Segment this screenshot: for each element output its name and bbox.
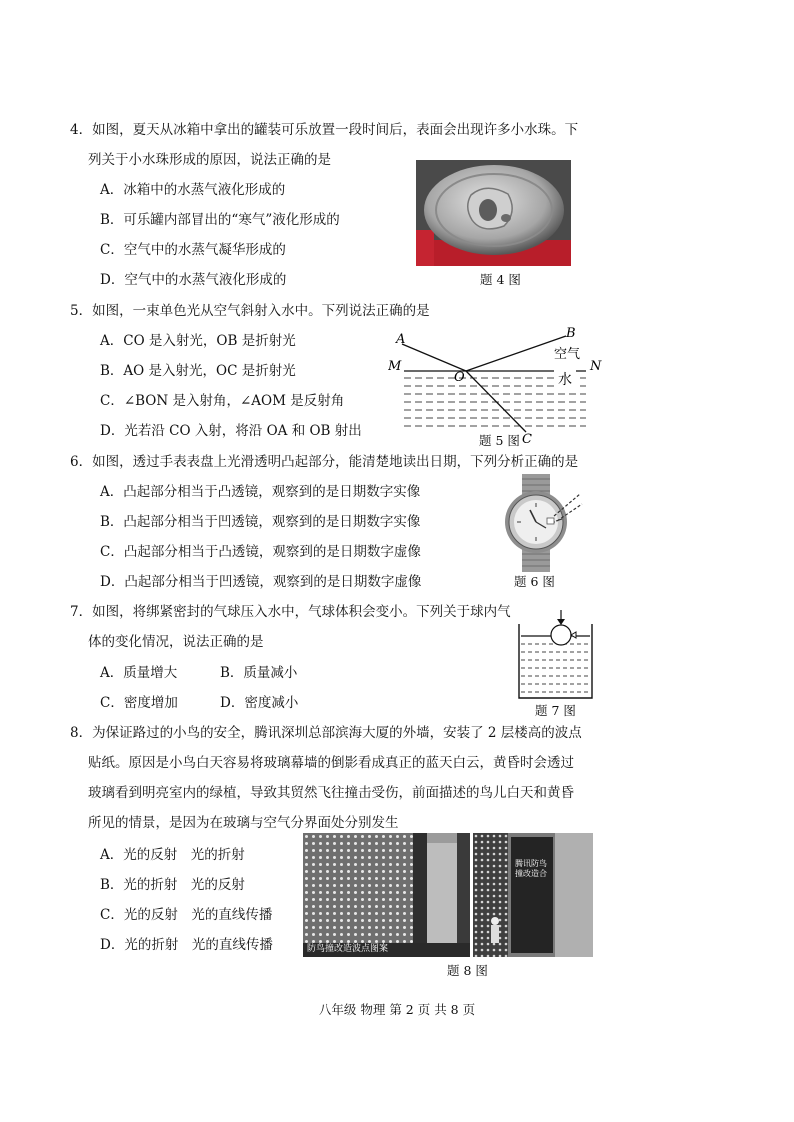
q6-option-b: B．凸起部分相当于凹透镜，观察到的是日期数字实像 [100, 514, 421, 530]
q4-stem-line1: 4．如图，夏天从冰箱中拿出的罐装可乐放置一段时间后，表面会出现许多小水珠。下 [70, 122, 579, 138]
q8-photo-left [303, 833, 470, 957]
q7-stem-line1: 7．如图，将绑紧密封的气球压入水中，气球体积会变小。下列关于球内气 [70, 604, 511, 620]
q5-refraction-diagram [388, 325, 603, 445]
q5-option-b: B．AO 是入射光，OC 是折射光 [100, 363, 296, 379]
q7-option-b: B．质量减小 [220, 665, 298, 681]
page-footer: 八年级 物理 第 2 页 共 8 页 [318, 1002, 476, 1017]
q8-photo-right [473, 833, 593, 957]
q4-option-c: C．空气中的水蒸气凝华形成的 [100, 242, 286, 258]
q4-caption: 题 4 图 [480, 272, 521, 287]
q8-photo-sign: 腾讯防鸟撞改造合 [515, 859, 547, 878]
q4-can-photo [416, 160, 571, 266]
q5-label-air: 空气 [554, 347, 581, 362]
q5-label-n: N [590, 359, 602, 374]
q5-label-c: C [522, 432, 532, 445]
q6-stem: 6．如图，透过手表表盘上光滑透明凸起部分，能清楚地读出日期，下列分析正确的是 [70, 454, 579, 470]
q8-stem-line2: 贴纸。原因是小鸟白天容易将玻璃幕墙的倒影看成真正的蓝天白云，黄昏时会透过 [88, 755, 574, 771]
q7-option-d: D．密度减小 [220, 695, 299, 711]
q7-option-c: C．密度增加 [100, 695, 178, 711]
q5-caption: 题 5 图 [479, 433, 520, 448]
q5-option-c: C．∠BON 是入射角，∠AOM 是反射角 [100, 393, 345, 409]
q8-option-a: A．光的反射 光的折射 [100, 847, 245, 863]
q5-option-d: D．光若沿 CO 入射，将沿 OA 和 OB 射出 [100, 423, 362, 439]
q6-option-a: A．凸起部分相当于凸透镜，观察到的是日期数字实像 [100, 484, 421, 500]
q5-label-o: O [454, 370, 465, 385]
q5-label-a: A [396, 332, 406, 347]
q5-stem: 5．如图，一束单色光从空气斜射入水中。下列说法正确的是 [70, 303, 430, 319]
q4-option-a: A．冰箱中的水蒸气液化形成的 [100, 182, 286, 198]
q4-option-b: B．可乐罐内部冒出的“寒气”液化形成的 [100, 212, 340, 228]
q8-caption: 题 8 图 [447, 963, 488, 978]
q5-label-b: B [566, 326, 576, 341]
q7-stem-line2: 体的变化情况，说法正确的是 [88, 634, 264, 650]
q7-caption: 题 7 图 [535, 703, 576, 718]
q8-option-b: B．光的折射 光的反射 [100, 877, 245, 893]
q6-caption: 题 6 图 [514, 574, 555, 589]
q8-stem-line1: 8．为保证路过的小鸟的安全，腾讯深圳总部滨海大厦的外墙，安装了 2 层楼高的波点 [70, 725, 582, 741]
q4-stem-line2: 列关于小水珠形成的原因，说法正确的是 [88, 152, 331, 168]
q4-option-d: D．空气中的水蒸气液化形成的 [100, 272, 287, 288]
q5-label-m: M [388, 359, 402, 374]
q5-label-water: 水 [558, 372, 572, 388]
q7-balloon-diagram [516, 608, 596, 700]
q8-photo-banner: 防鸟撞改造波点图案 [307, 944, 389, 954]
q6-watch-photo [500, 474, 585, 572]
q7-option-a: A．质量增大 [100, 665, 178, 681]
q8-stem-line3: 玻璃看到明亮室内的绿植，导致其贸然飞往撞击受伤，前面描述的鸟儿白天和黄昏 [88, 785, 574, 801]
q8-option-d: D．光的折射 光的直线传播 [100, 937, 273, 953]
q6-option-d: D．凸起部分相当于凹透镜，观察到的是日期数字虚像 [100, 574, 422, 590]
q6-option-c: C．凸起部分相当于凸透镜，观察到的是日期数字虚像 [100, 544, 421, 560]
q8-stem-line4: 所见的情景，是因为在玻璃与空气分界面处分别发生 [88, 815, 399, 831]
q8-option-c: C．光的反射 光的直线传播 [100, 907, 273, 923]
q5-option-a: A．CO 是入射光，OB 是折射光 [100, 333, 296, 349]
